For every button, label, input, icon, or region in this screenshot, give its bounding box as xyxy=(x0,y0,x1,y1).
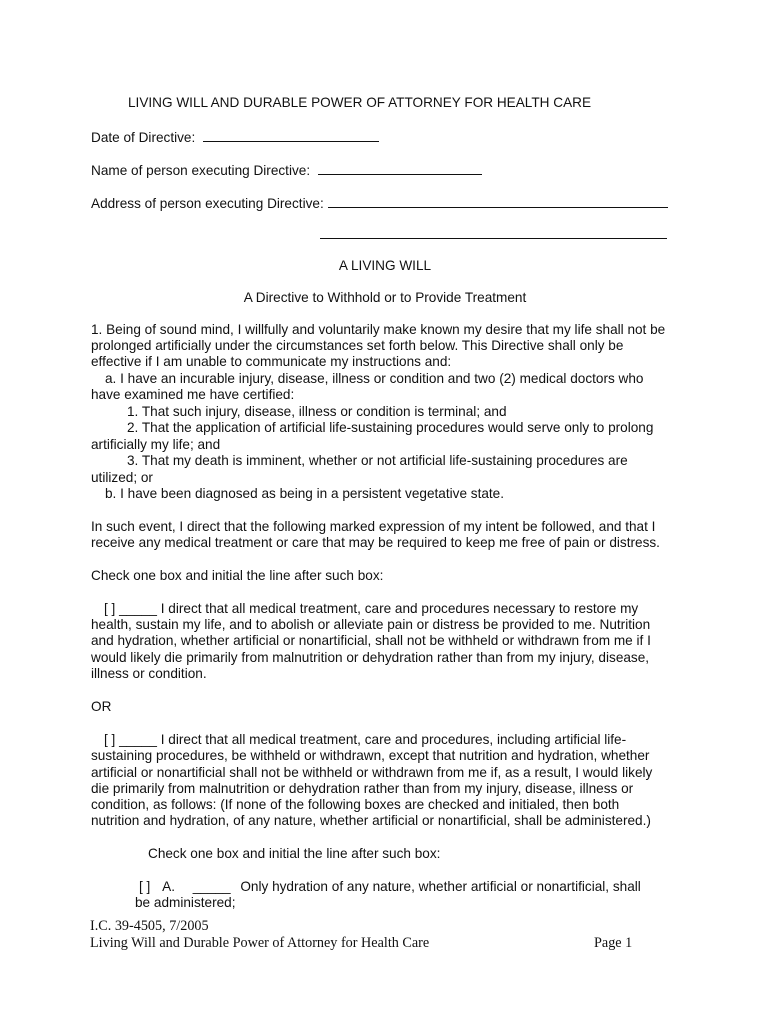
sub-option-a-cont: be administered; xyxy=(135,895,236,910)
para1-item-a-cont: have examined me have certified: xyxy=(91,387,295,402)
option2-line: artificial or nonartificial shall not be withheld or withdrawn from me if, as a result, I would likely xyxy=(91,765,653,780)
date-of-directive-row xyxy=(91,127,379,146)
sub-option-a-first-line xyxy=(139,879,641,895)
document-title: LIVING WILL AND DURABLE POWER OF ATTORNEY FOR HEALTH CARE xyxy=(128,95,592,110)
address-label: Address of person executing Directive: xyxy=(91,196,324,211)
para1-item-2: 2. That the application of artificial life-sustaining procedures would serve only to prolong xyxy=(127,420,654,435)
option2-line: die primarily from malnutrition or dehydration rather than from my injury, disease, illness or xyxy=(91,781,634,796)
name-row xyxy=(91,160,482,179)
option2-initial-line[interactable]: _____ xyxy=(119,732,157,747)
address-row xyxy=(91,193,668,212)
para1-line: 1. Being of sound mind, I willfully and voluntarily make known my desire that my life shall not be xyxy=(91,322,666,337)
option2-checkbox[interactable]: [ ] xyxy=(104,732,116,747)
date-of-directive-label: Date of Directive: xyxy=(91,130,196,145)
option2-line: sustaining procedures, be withheld or withdrawn, except that nutrition and hydration, whether xyxy=(91,748,650,763)
para1-line: prolonged artificially under the circumstances set forth below. This Directive shall only be xyxy=(91,338,624,353)
section-heading: A LIVING WILL xyxy=(338,258,432,273)
option1-line: would likely die primarily from malnutrition or dehydration rather than from my injury, disease, xyxy=(91,650,650,665)
or-separator: OR xyxy=(91,699,112,714)
footer-doc-title: Living Will and Durable Power of Attorney for Health Care xyxy=(90,935,430,951)
event-line: receive any medical treatment or care that may be required to keep me free of pain or distress. xyxy=(91,535,660,550)
footer-page-number: Page 1 xyxy=(594,935,633,951)
para1-item-2-cont: artificially my life; and xyxy=(91,437,221,452)
option1-text: I direct that all medical treatment, care and procedures necessary to restore my xyxy=(160,601,639,616)
address-field-line-2[interactable] xyxy=(320,238,667,239)
para1-item-1: 1. That such injury, disease, illness or condition is terminal; and xyxy=(127,404,507,419)
option1-line: and hydration, whether artificial or nonartificial, shall not be withheld or withdrawn from me if I xyxy=(91,633,651,648)
option1-checkbox[interactable]: [ ] xyxy=(104,601,116,616)
option2-first-line xyxy=(104,732,626,748)
option1-initial-line[interactable]: _____ xyxy=(119,601,157,616)
option2-line: nutrition and hydration, of any nature, whether artificial or nonartificial, shall be administered.) xyxy=(91,813,651,828)
para1-line: effective if I am unable to communicate my instructions and: xyxy=(91,354,452,369)
address-field-line-1[interactable] xyxy=(328,193,668,208)
para1-item-3-cont: utilized; or xyxy=(91,470,153,485)
para1-item-3: 3. That my death is imminent, whether or not artificial life-sustaining procedures are xyxy=(127,453,628,468)
event-line: In such event, I direct that the following marked expression of my intent be followed, and that I xyxy=(91,519,656,534)
option2-line: condition, as follows: (If none of the following boxes are checked and initialed, then both xyxy=(91,797,620,812)
para1-item-b: b. I have been diagnosed as being in a persistent vegetative state. xyxy=(105,486,505,501)
sub-option-a-initial-line[interactable]: _____ xyxy=(192,879,231,894)
option1-first-line xyxy=(104,601,638,617)
option1-line: health, sustain my life, and to abolish or alleviate pain or distress be provided to me. Nutrition xyxy=(91,617,651,632)
option1-line: illness or condition. xyxy=(91,666,207,681)
footer-code: I.C. 39-4505, 7/2005 xyxy=(90,918,209,934)
para1-item-a: a. I have an incurable injury, disease, illness or condition and two (2) medical doctors who xyxy=(105,371,644,386)
sub-option-a-checkbox[interactable]: [ ] xyxy=(139,879,151,894)
date-of-directive-field[interactable] xyxy=(203,127,379,142)
check-instruction-2: Check one box and initial the line after such box: xyxy=(148,846,441,861)
sub-option-a-text: Only hydration of any nature, whether artificial or nonartificial, shall xyxy=(240,879,641,894)
option2-text: I direct that all medical treatment, care and procedures, including artificial life- xyxy=(160,732,627,747)
sub-option-a-letter: A. xyxy=(162,879,175,894)
name-field[interactable] xyxy=(318,160,482,175)
section-subheading: A Directive to Withhold or to Provide Treatment xyxy=(243,290,527,305)
name-label: Name of person executing Directive: xyxy=(91,163,311,178)
check-instruction: Check one box and initial the line after such box: xyxy=(91,568,384,583)
